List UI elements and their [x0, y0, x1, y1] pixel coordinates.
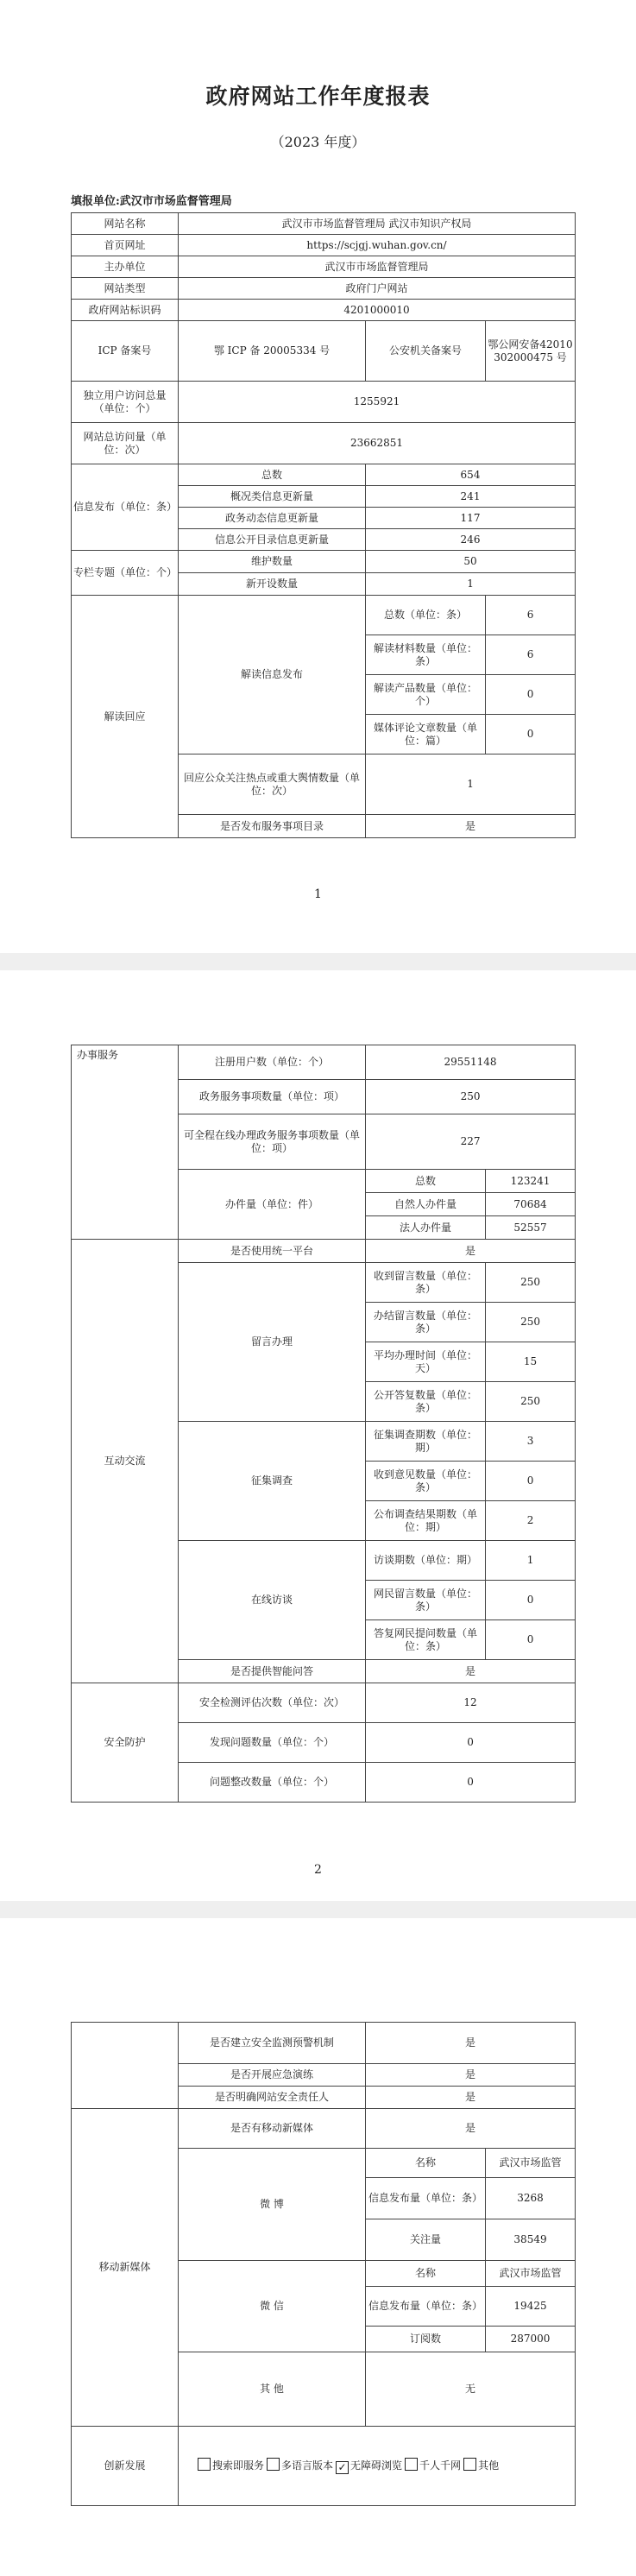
unique-visitors: 1255921 [179, 382, 576, 423]
table-row: 政务动态信息更新量 117 [72, 508, 576, 529]
table-row: 信息发布量（单位：条） 19425 [72, 2287, 576, 2327]
report-page-2 [0, 970, 636, 1901]
table-row: 征集调查 征集调查期数（单位：期） 3 [72, 1422, 576, 1462]
table-row: 法人办件量 52557 [72, 1216, 576, 1240]
table-row: 独立用户访问总量（单位：个） 1255921 [72, 382, 576, 423]
table-row: 订阅数 287000 [72, 2327, 576, 2352]
table-row: 可全程在线办理政务服务事项数量（单位：项） 227 [72, 1114, 576, 1170]
table-row: 回应公众关注热点或重大舆情数量（单位：次） 1 [72, 754, 576, 815]
table-row: 发现问题数量（单位：个） 0 [72, 1723, 576, 1763]
checkbox-icon[interactable] [198, 2458, 211, 2471]
table-row: 公开答复数量（单位：条） 250 [72, 1382, 576, 1422]
table-row: 是否建立安全监测预警机制 是 [72, 2023, 576, 2064]
table-row: 是否提供智能问答 是 [72, 1660, 576, 1683]
checkbox-icon[interactable] [267, 2458, 280, 2471]
table-row: 网站总访问量（单位：次） 23662851 [72, 423, 576, 464]
table-row: 政府网站标识码 4201000010 [72, 300, 576, 321]
table-row: 关注量 38549 [72, 2219, 576, 2261]
table-row: 解读产品数量（单位：个） 0 [72, 675, 576, 715]
table-row: 安全防护 安全检测评估次数（单位：次） 12 [72, 1683, 576, 1723]
site-name: 武汉市市场监督管理局 武汉市知识产权局 [179, 213, 576, 235]
table-row: 办事服务 注册用户数（单位：个） 29551148 [72, 1045, 576, 1080]
table-row: 微 信 名称 武汉市场监管 [72, 2261, 576, 2287]
table-row: 移动新媒体 是否有移动新媒体 是 [72, 2109, 576, 2149]
checkbox-checked-icon[interactable]: ✓ [336, 2461, 349, 2474]
table-row: 解读回应 解读信息发布 总数（单位：条） 6 [72, 596, 576, 635]
table-row: 信息发布量（单位：条） 3268 [72, 2178, 576, 2219]
option-search-as-service[interactable]: 搜索即服务 [198, 2459, 264, 2472]
report-title: 政府网站工作年度报表 [205, 84, 431, 109]
table-row: 办件量（单位：件） 总数 123241 [72, 1170, 576, 1193]
table-row: 办结留言数量（单位：条） 250 [72, 1303, 576, 1342]
table-row: 解读材料数量（单位：条） 6 [72, 635, 576, 675]
report-table-part-2 [71, 1045, 576, 1803]
table-row: 媒体评论文章数量（单位：篇） 0 [72, 715, 576, 754]
checkbox-icon[interactable] [463, 2458, 476, 2471]
table-row: 首页网址 https://scjgj.wuhan.gov.cn/ [72, 235, 576, 256]
table-row: 留言办理 收到留言数量（单位：条） 250 [72, 1263, 576, 1303]
table-row: 微 博 名称 武汉市场监管 [72, 2149, 576, 2178]
table-row: 是否明确网站安全责任人 是 [72, 2087, 576, 2109]
table-row: 是否开展应急演练 是 [72, 2064, 576, 2087]
table-row: ICP 备案号 鄂 ICP 备 20005334 号 公安机关备案号 鄂公网安备42010302000475 号 [72, 321, 576, 382]
table-row: 主办单位 武汉市市场监督管理局 [72, 256, 576, 278]
report-page-1 [0, 0, 636, 953]
psb-number: 鄂公网安备42010302000475 号 [486, 321, 576, 382]
table-row: 创新发展 搜索即服务 多语言版本 ✓ 无障碍浏览 千人千网 其他 [72, 2427, 576, 2506]
table-row: 新开设数量 1 [72, 573, 576, 596]
table-row: 专栏专题（单位：个） 维护数量 50 [72, 551, 576, 573]
table-row: 答复网民提问数量（单位：条） 0 [72, 1620, 576, 1660]
page-number: 1 [314, 887, 322, 901]
checkbox-icon[interactable] [405, 2458, 418, 2471]
table-row: 是否发布服务事项目录 是 [72, 815, 576, 838]
weibo-name: 武汉市场监管 [486, 2149, 576, 2178]
report-table-part-3 [71, 2022, 576, 2506]
option-accessibility[interactable]: ✓ 无障碍浏览 [336, 2459, 402, 2472]
table-row: 互动交流 是否使用统一平台 是 [72, 1240, 576, 1263]
page-number: 2 [314, 1863, 322, 1877]
table-row: 问题整改数量（单位：个） 0 [72, 1763, 576, 1803]
table-row: 平均办理时间（单位：天） 15 [72, 1342, 576, 1382]
table-row: 信息发布（单位：条） 总数 654 [72, 464, 576, 486]
icp-number: 鄂 ICP 备 20005334 号 [179, 321, 366, 382]
host-unit: 武汉市市场监督管理局 [179, 256, 576, 278]
site-code: 4201000010 [179, 300, 576, 321]
table-row: 自然人办件量 70684 [72, 1193, 576, 1216]
table-row: 网站类型 政府门户网站 [72, 278, 576, 300]
table-row: 网站名称 武汉市市场监督管理局 武汉市知识产权局 [72, 213, 576, 235]
report-table-part-1 [71, 212, 576, 838]
option-multi-language[interactable]: 多语言版本 [267, 2459, 333, 2472]
page-views: 23662851 [179, 423, 576, 464]
option-other[interactable]: 其他 [463, 2459, 499, 2472]
table-row: 其 他 无 [72, 2352, 576, 2427]
table-row: 网民留言数量（单位：条） 0 [72, 1581, 576, 1620]
wechat-name: 武汉市场监管 [486, 2261, 576, 2287]
report-year: （2023 年度） [270, 134, 366, 150]
table-row: 信息公开目录信息更新量 246 [72, 529, 576, 551]
home-url: https://scjgj.wuhan.gov.cn/ [179, 235, 576, 256]
table-row: 在线访谈 访谈期数（单位：期） 1 [72, 1541, 576, 1581]
site-type: 政府门户网站 [179, 278, 576, 300]
table-row: 公布调查结果期数（单位：期） 2 [72, 1501, 576, 1541]
table-row: 政务服务事项数量（单位：项） 250 [72, 1080, 576, 1114]
innovation-options [179, 2427, 576, 2506]
table-row: 收到意见数量（单位：条） 0 [72, 1462, 576, 1501]
option-personalized[interactable]: 千人千网 [405, 2459, 461, 2472]
report-page-3 [0, 1918, 636, 2576]
table-row: 概况类信息更新量 241 [72, 486, 576, 508]
reporting-unit: 填报单位:武汉市市场监督管理局 [71, 195, 232, 208]
